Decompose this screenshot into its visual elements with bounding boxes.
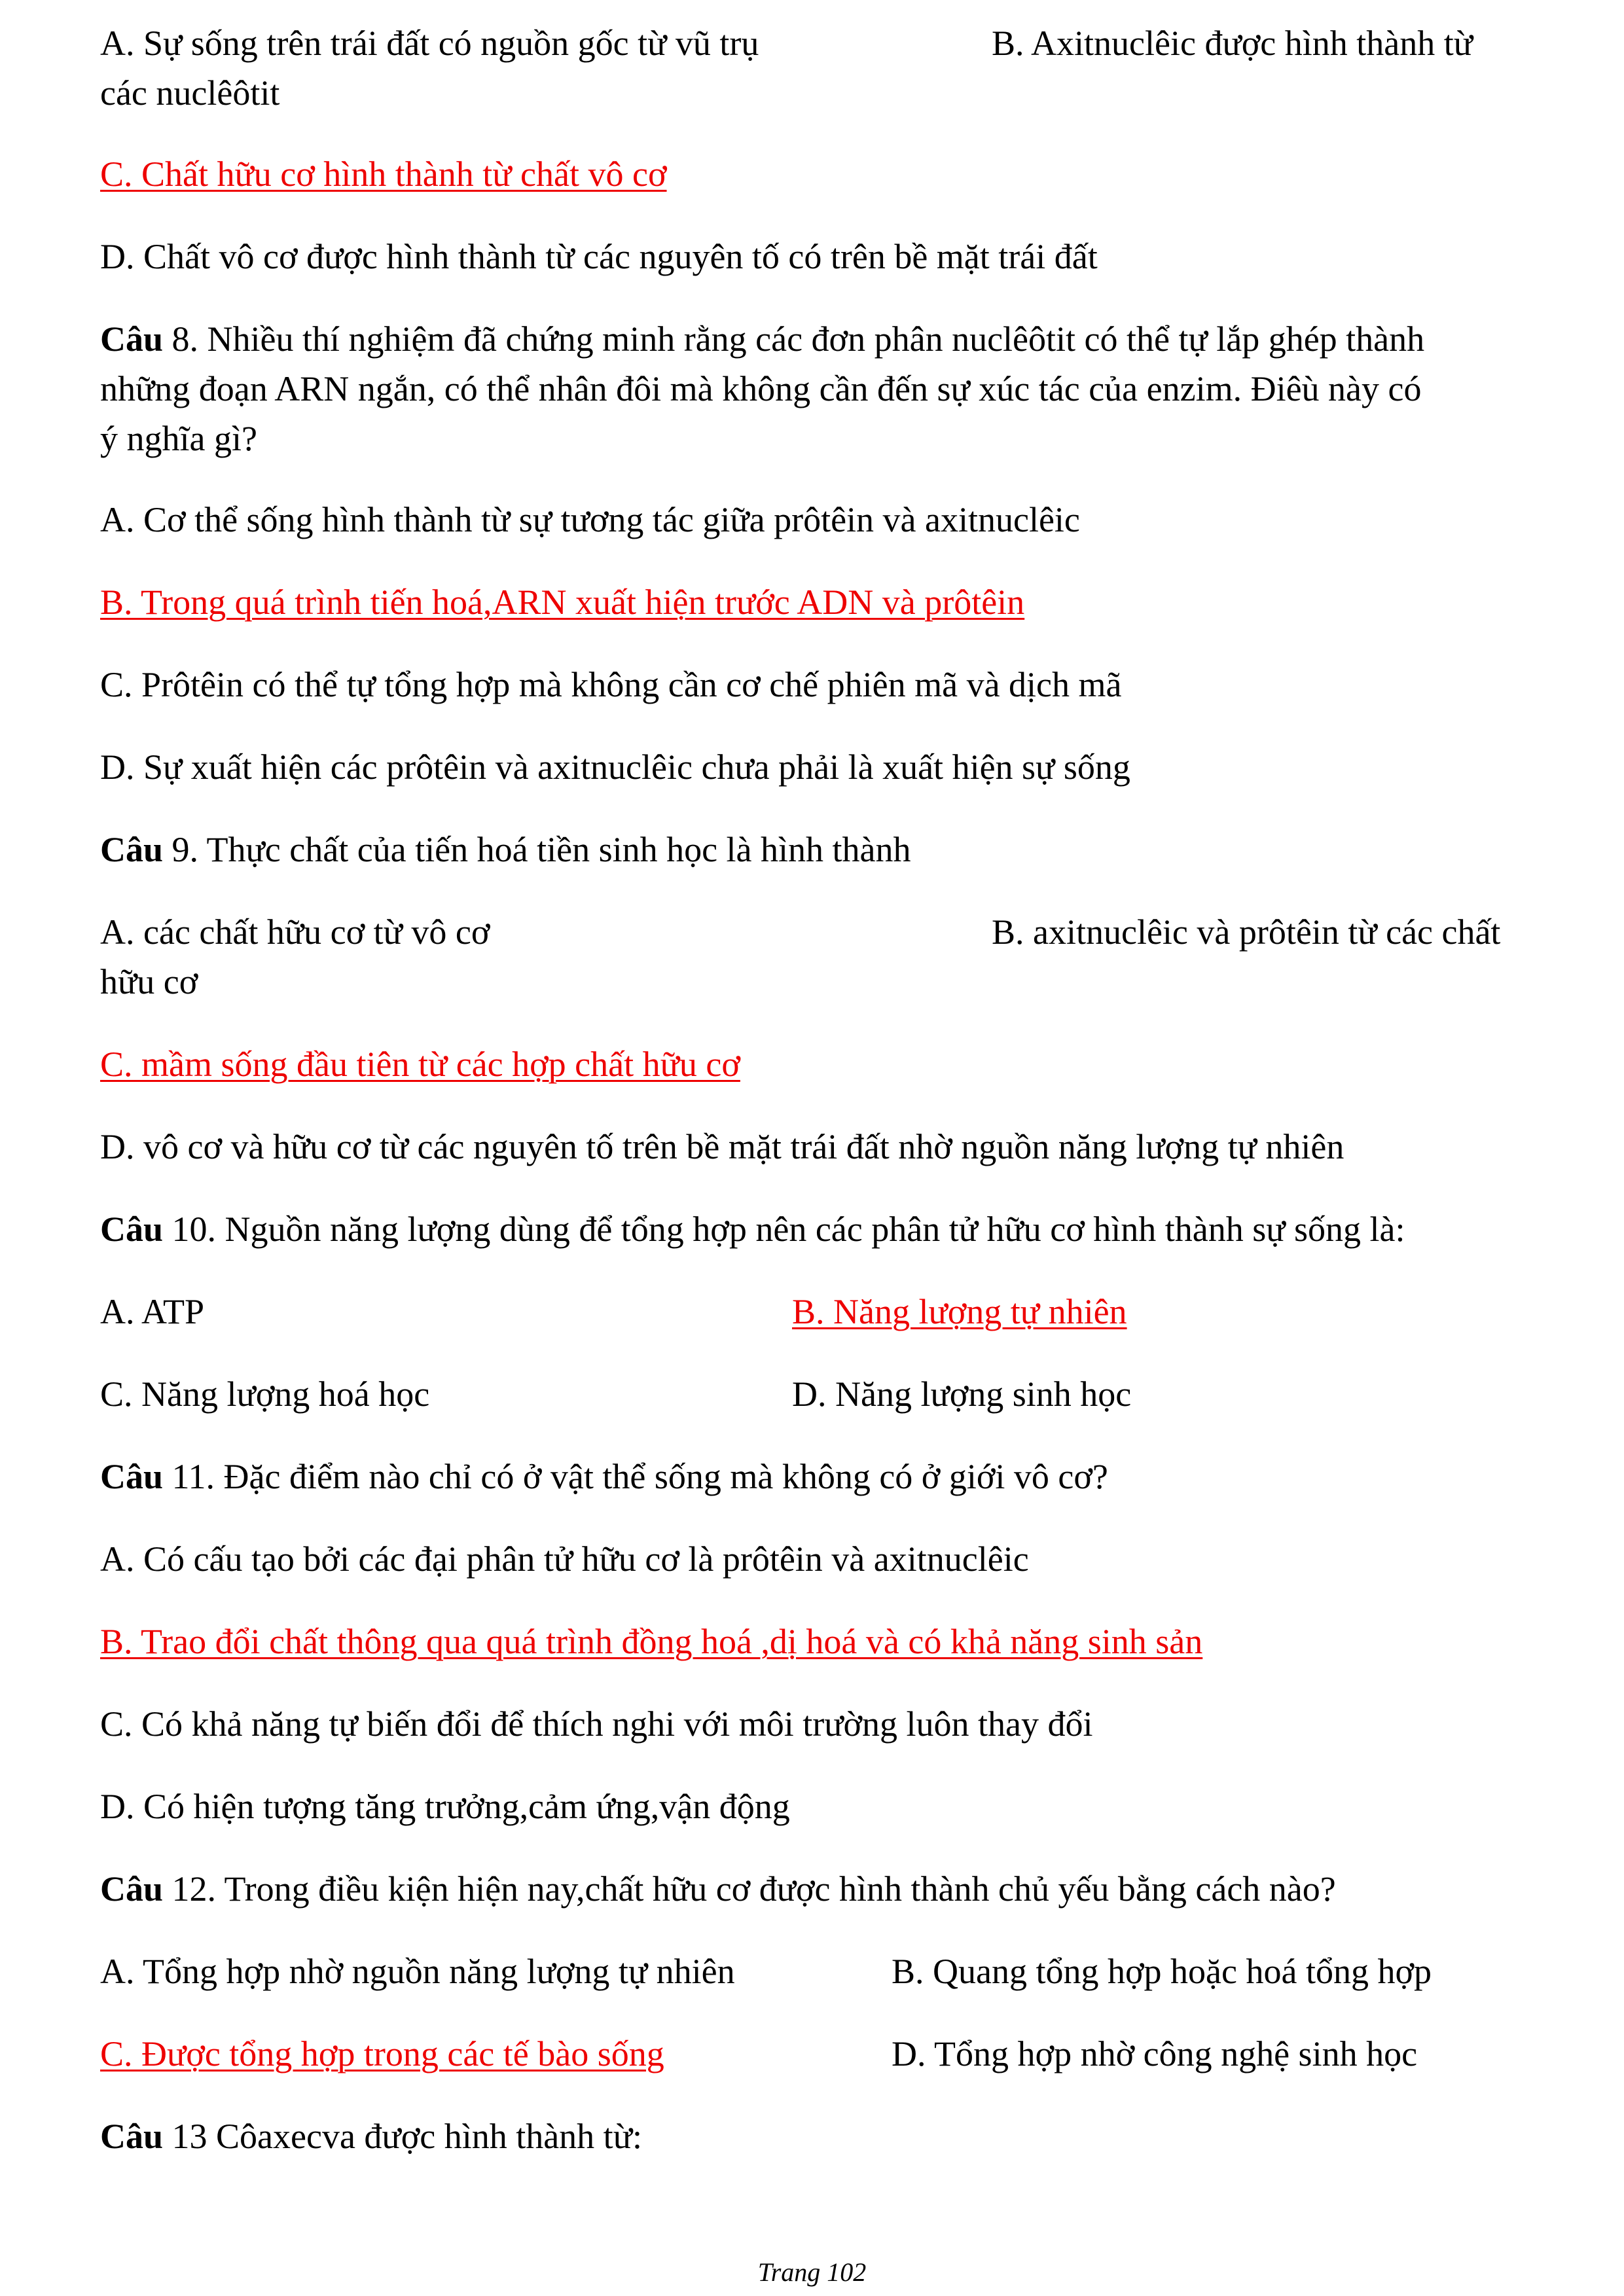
q10-option-b-answer: B. Năng lượng tự nhiên [792, 1292, 1127, 1331]
q12-option-d: D. Tổng hợp nhờ công nghệ sinh học [892, 2034, 1418, 2073]
q8-option-c: C. Prôtêin có thể tự tổng hợp mà không cần cơ chế phiên mã và dịch mã [100, 665, 1122, 704]
q11-option-a: A. Có cấu tạo bởi các đại phân tử hữu cơ là prôtêin và axitnuclêic [100, 1539, 1029, 1579]
q7-option-b-cont: các nuclêôtit [100, 73, 280, 113]
q11-label: Câu [100, 1457, 164, 1496]
q10-option-a: A. ATP [100, 1292, 205, 1331]
q12-option-a: A. Tổng hợp nhờ nguồn năng lượng tự nhiên [100, 1952, 735, 1991]
q8-label: Câu [100, 319, 164, 359]
q11-text: 11. Đặc điểm nào chỉ có ở vật thể sống mà không có ở giới vô cơ? [163, 1457, 1108, 1496]
q7-option-d: D. Chất vô cơ được hình thành từ các nguyên tố có trên bề mặt trái đất [100, 237, 1098, 276]
q11-question [100, 1456, 1108, 1498]
q10-option-c: C. Năng lượng hoá học [100, 1374, 430, 1414]
q9-option-a: A. các chất hữu cơ từ vô cơ [100, 912, 490, 952]
q9-question [100, 829, 911, 870]
q11-option-c: C. Có khả năng tự biến đổi để thích nghi với môi trường luôn thay đổi [100, 1704, 1093, 1744]
q8-question-line2: những đoạn ARN ngắn, có thể nhân đôi mà không cần đến sự xúc tác của enzim. Điêù này có [100, 369, 1422, 408]
q9-option-b: B. axitnuclêic và prôtêin từ các chất [992, 912, 1501, 952]
q7-option-b: B. Axitnuclêic được hình thành từ [992, 24, 1473, 63]
q8-option-b-answer: B. Trong quá trình tiến hoá,ARN xuất hiện trước ADN và prôtêin [100, 583, 1025, 622]
q9-option-b-cont: hữu cơ [100, 962, 198, 1001]
q12-label: Câu [100, 1869, 164, 1909]
q9-text: 9. Thực chất của tiến hoá tiền sinh học là hình thành [163, 830, 911, 869]
q9-option-c-answer: C. mầm sống đầu tiên từ các hợp chất hữu cơ [100, 1045, 740, 1084]
q7-option-c-answer: C. Chất hữu cơ hình thành từ chất vô cơ [100, 154, 667, 194]
q10-text: 10. Nguồn năng lượng dùng để tổng hợp nên các phân tử hữu cơ hình thành sự sống là: [163, 1210, 1405, 1249]
q9-option-d: D. vô cơ và hữu cơ từ các nguyên tố trên bề mặt trái đất nhờ nguồn năng lượng tự nhiên [100, 1127, 1344, 1166]
q7-option-a: A. Sự sống trên trái đất có nguồn gốc từ vũ trụ [100, 24, 759, 63]
page-number-footer: Trang 102 [757, 2257, 867, 2287]
q8-option-d: D. Sự xuất hiện các prôtêin và axitnuclêic chưa phải là xuất hiện sự sống [100, 747, 1130, 787]
q8-option-a: A. Cơ thể sống hình thành từ sự tương tác giữa prôtêin và axitnuclêic [100, 500, 1080, 539]
q12-question [100, 1868, 1336, 1910]
q11-option-d: D. Có hiện tượng tăng trưởng,cảm ứng,vận động [100, 1787, 790, 1826]
q12-text: 12. Trong điều kiện hiện nay,chất hữu cơ được hình thành chủ yếu bằng cách nào? [163, 1869, 1336, 1909]
q9-label: Câu [100, 830, 164, 869]
q12-option-c-answer: C. Được tổng hợp trong các tế bào sống [100, 2034, 664, 2073]
q11-option-b-answer: B. Trao đổi chất thông qua quá trình đồng hoá ,dị hoá và có khả năng sinh sản [100, 1622, 1203, 1661]
q10-question [100, 1208, 1405, 1250]
q8-question-line3: ý nghĩa gì? [100, 419, 257, 458]
q8-text: 8. Nhiều thí nghiệm đã chứng minh rằng các đơn phân nuclêôtit có thể tự lắp ghép thành [163, 319, 1425, 359]
q10-label: Câu [100, 1210, 164, 1249]
q12-option-b: B. Quang tổng hợp hoặc hoá tổng hợp [892, 1952, 1432, 1991]
q13-label: Câu [100, 2117, 164, 2156]
q13-text: 13 Côaxecva được hình thành từ: [163, 2117, 642, 2156]
q10-option-d: D. Năng lượng sinh học [792, 1374, 1132, 1414]
q13-question [100, 2115, 642, 2157]
q8-question [100, 318, 1424, 360]
